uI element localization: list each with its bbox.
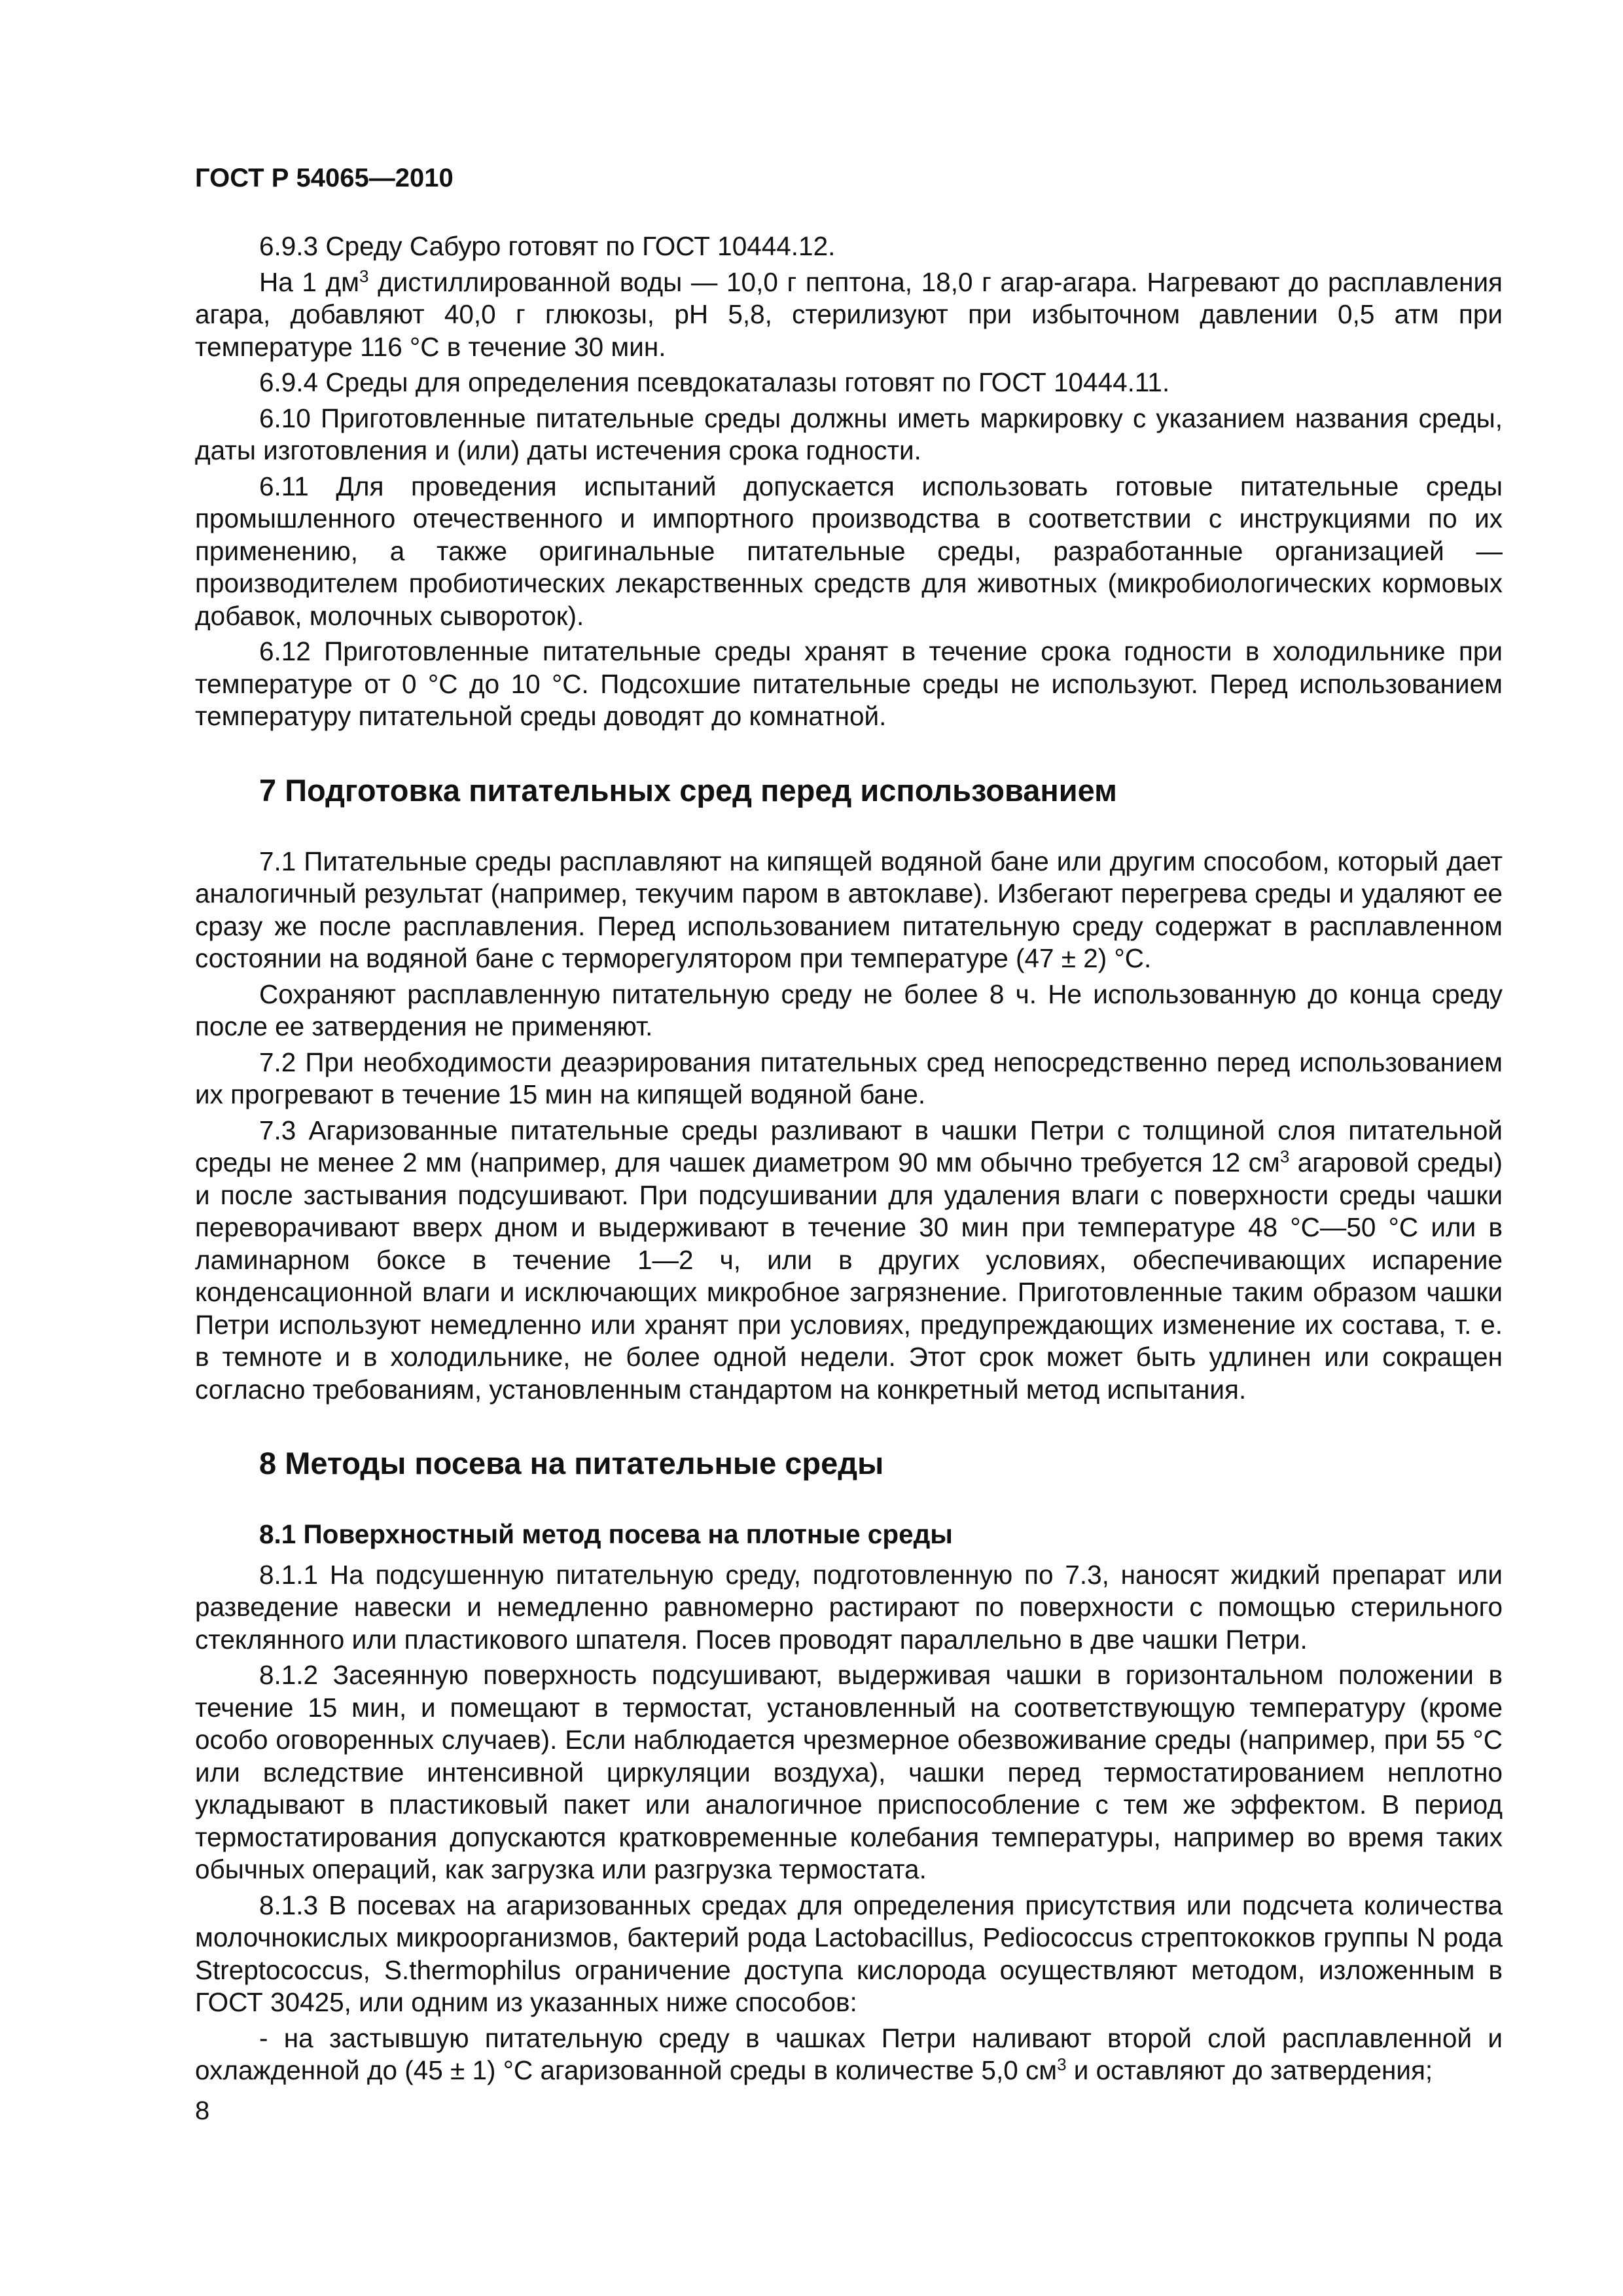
paragraph: Сохраняют расплавленную питательную среду не более 8 ч. Не использованную до конца среду после ее затвердения не применяют. [195,978,1503,1041]
subsection-heading: 8.1 Поверхностный метод посева на плотные среды [259,1519,953,1549]
paragraph: 7.1 Питательные среды расплавляют на кипящей водяной бане или другим способом, который дает аналогичный результат (например, текучим паром в автоклаве). Избегают перегрева среды и удаляют ее сразу же после расплавления. Перед использованием питательную среду содержат в расплавленном состоянии на водяной бане с терморегулятором при температуре (47 ± 2) °С. [195,846,1503,973]
paragraph: 8.1.1 На подсушенную питательную среду, подготовленную по 7.3, наносят жидкий препарат или разведение навески и немедленно равномерно растирают по поверхности с помощью стерильного стеклянного или пластикового шпателя. Посев проводят параллельно в две чашки Петри. [195,1559,1503,1655]
document-body [195,230,1503,2090]
paragraph-text: агаровой среды) и после застывания подсушивают. При подсушивании для удаления влаги с поверхности среды чашки переворачивают вверх дном и выдерживают в течение 30 мин при температуре 48 °С—50 °С или в ламинарном боксе в течение 1—2 ч, или в других условиях, обеспечивающих испарение конденсационной влаги и исключающих микробное загрязнение. Приготовленные таким образом чашки Петри используют немедленно или хранят при условиях, предупреждающих изменение их состава, т. е. в темноте и в холодильнике, не более одной недели. Этот срок может быть удлинен или сокращен согласно требованиям, установленным стандартом на конкретный метод испытания. [195,1147,1503,1405]
paragraph: 6.12 Приготовленные питательные среды хранят в течение срока годности в холодильнике при температуре от 0 °С до 10 °С. Подсохшие питательные среды не используют. Перед использованием температуру питательной среды доводят до комнатной. [195,636,1503,731]
superscript: 3 [1057,2054,1067,2074]
paragraph-text: 7.3 Агаризованные питательные среды разливают в чашки Петри с толщиной слоя питательной среды не менее 2 мм (например, для чашек диаметром 90 мм обычно требуется 12 см [195,1115,1503,1177]
paragraph: 6.11 Для проведения испытаний допускается использовать готовые питательные среды промышленного отечественного и импортного производства в соответствии с инструкциями по их применению, а также оригинальные питательные среды, разработанные организацией — производителем пробиотических лекарственных средств для животных (микробиологических кормовых добавок, молочных сывороток). [195,471,1503,631]
paragraph-text: дистиллированной воды — 10,0 г пептона, 18,0 г агар-агара. Нагревают до расплавления агара, добавляют 40,0 г глюкозы, pH 5,8, стерилизуют при избыточном давлении 0,5 атм при температуре 116 °С в течение 30 мин. [195,266,1503,362]
paragraph: 6.10 Приготовленные питательные среды должны иметь маркировку с указанием названия среды, даты изготовления и (или) даты истечения срока годности. [195,403,1503,465]
paragraph: 8.1.2 Засеянную поверхность подсушивают, выдерживая чашки в горизонтальном положении в течение 15 мин, и помещают в термостат, установленный на соответствующую температуру (кроме особо оговоренных случаев). Если наблюдается чрезмерное обезвоживание среды (например, при 55 °С или вследствие интенсивной циркуляции воздуха), чашки перед термостатированием неплотно укладывают в пластиковый пакет или аналогичное приспособление с тем же эффектом. В период термостатирования допускаются кратковременные колебания температуры, например во время таких обычных операций, как загрузка или разгрузка термостата. [195,1660,1503,1884]
paragraph [195,1115,1503,1407]
document-header: ГОСТ Р 54065—2010 [195,164,454,192]
paragraph-text: - на застывшую питательную среду в чашках Петри наливают второй слой расплавленной и охлажденной до (45 ± 1) °С агаризованной среды в количестве 5,0 см [195,2022,1503,2085]
section-heading: 8 Методы посева на питательные среды [259,1446,884,1480]
paragraph: 6.9.3 Среду Сабуро готовят по ГОСТ 10444.12. [259,231,836,261]
paragraph [195,266,1503,364]
paragraph: 7.2 При необходимости деаэрирования питательных сред непосредственно перед использованием их прогревают в течение 15 мин на кипящей водяной бане. [195,1047,1503,1109]
superscript: 3 [1279,1147,1290,1166]
paragraph [195,2022,1503,2087]
superscript: 3 [359,266,369,286]
paragraph: 6.9.4 Среды для определения псевдокаталазы готовят по ГОСТ 10444.11. [259,367,1170,397]
paragraph: 8.1.3 В посевах на агаризованных средах для определения присутствия или подсчета количества молочнокислых микроорганизмов, бактерий рода Lactobacillus, Pediococcus стрептококков группы N рода Streptococcus, S.thermophilus ограничение доступа кислорода осуществляют методом, изложенным в ГОСТ 30425, или одним из указанных ниже способов: [195,1890,1503,2017]
section-heading: 7 Подготовка питательных сред перед использованием [259,772,1117,808]
paragraph-text: На 1 дм [259,266,360,297]
paragraph-text: и оставляют до затвердения; [1066,2055,1433,2085]
page-number: 8 [195,2096,210,2125]
